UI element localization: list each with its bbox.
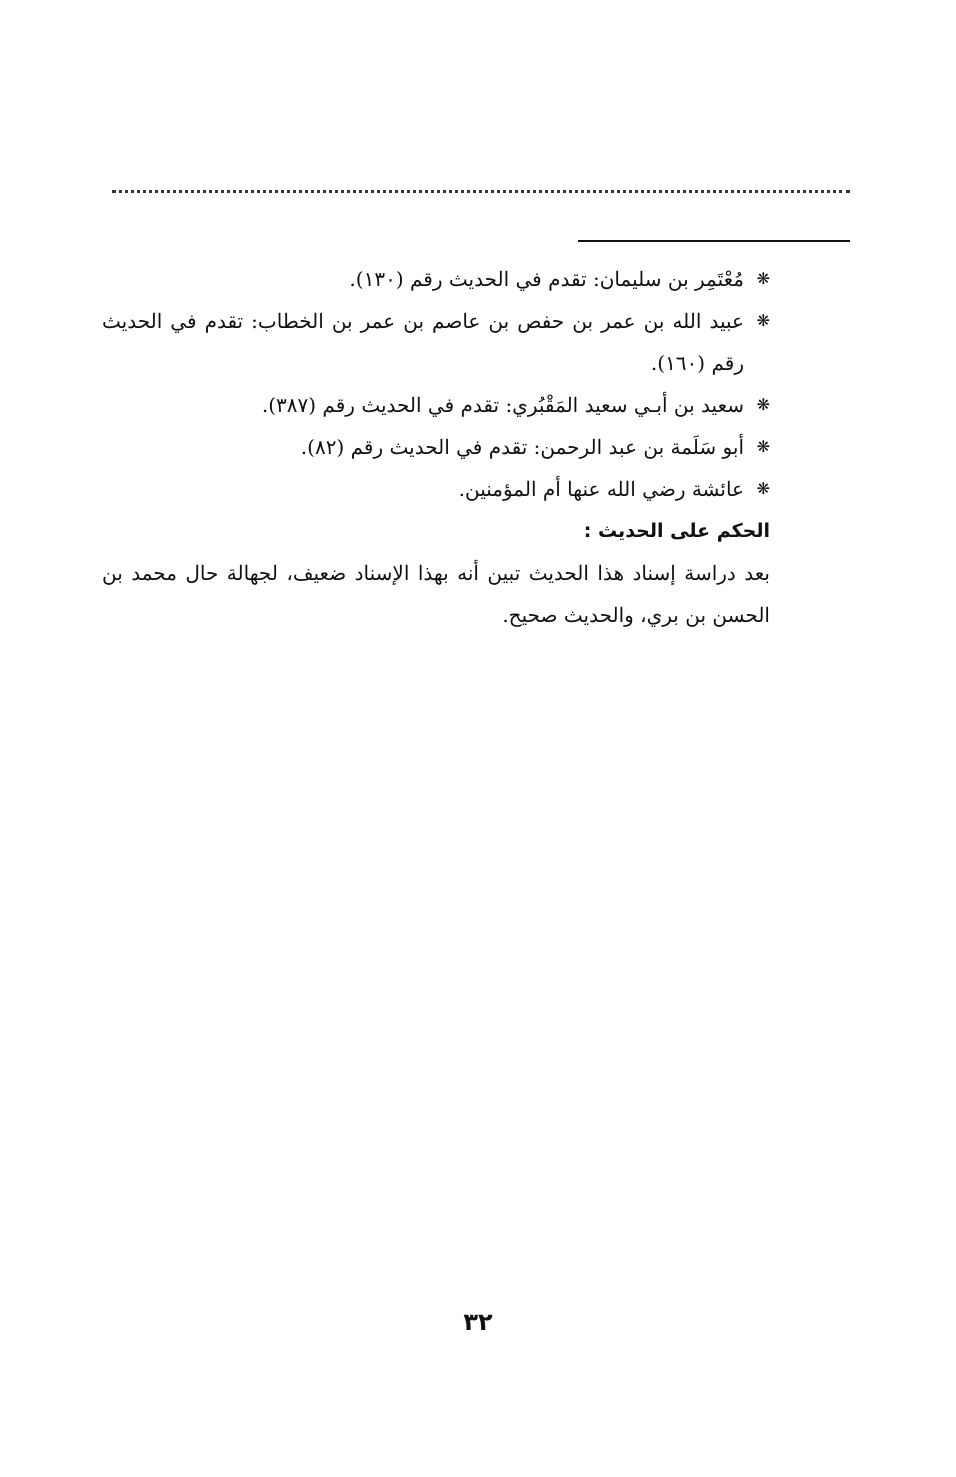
bullet-icon: ❋ [756, 395, 770, 414]
narrator-text: عائشة رضي الله عنها أم المؤمنين. [458, 477, 744, 501]
narrator-entry-abu-salama [102, 426, 770, 468]
bullet-icon: ❋ [756, 479, 770, 498]
dotted-separator [112, 190, 850, 193]
bullet-icon: ❋ [756, 437, 770, 456]
bullet-icon: ❋ [756, 311, 770, 330]
narrator-text: أبو سَلَمة بن عبد الرحمن: تقدم في الحديث رقم (٨٢). [300, 435, 744, 459]
page-number: ٣٢ [463, 1308, 493, 1336]
narrator-entry-aisha [102, 468, 770, 510]
judgment-heading: الحكم على الحديث : [583, 520, 770, 542]
narrator-text: سعيد بن أبـي سعيد المَقْبُري: تقدم في الحديث رقم (٣٨٧). [261, 393, 744, 417]
narrator-entry-mutamir [102, 258, 770, 300]
bullet-icon: ❋ [756, 269, 770, 288]
footnote-rule [578, 240, 850, 242]
judgment-paragraph: بعد دراسة إسناد هذا الحديث تبين أنه بهذا الإسناد ضعيف، لجهالة حال محمد بن الحسن بن بري، والحديث صحيح. [102, 561, 770, 627]
narrator-text: عبيد الله بن عمر بن حفص بن عاصم بن عمر بن الخطاب: تقدم في الحديث رقم (١٦٠). [102, 309, 744, 375]
narrator-text: مُعْتَمِر بن سليمان: تقدم في الحديث رقم (١٣٠). [349, 267, 744, 291]
narrators-section [102, 258, 770, 636]
narrator-entry-said [102, 384, 770, 426]
narrator-entry-ubaydullah [102, 300, 770, 384]
